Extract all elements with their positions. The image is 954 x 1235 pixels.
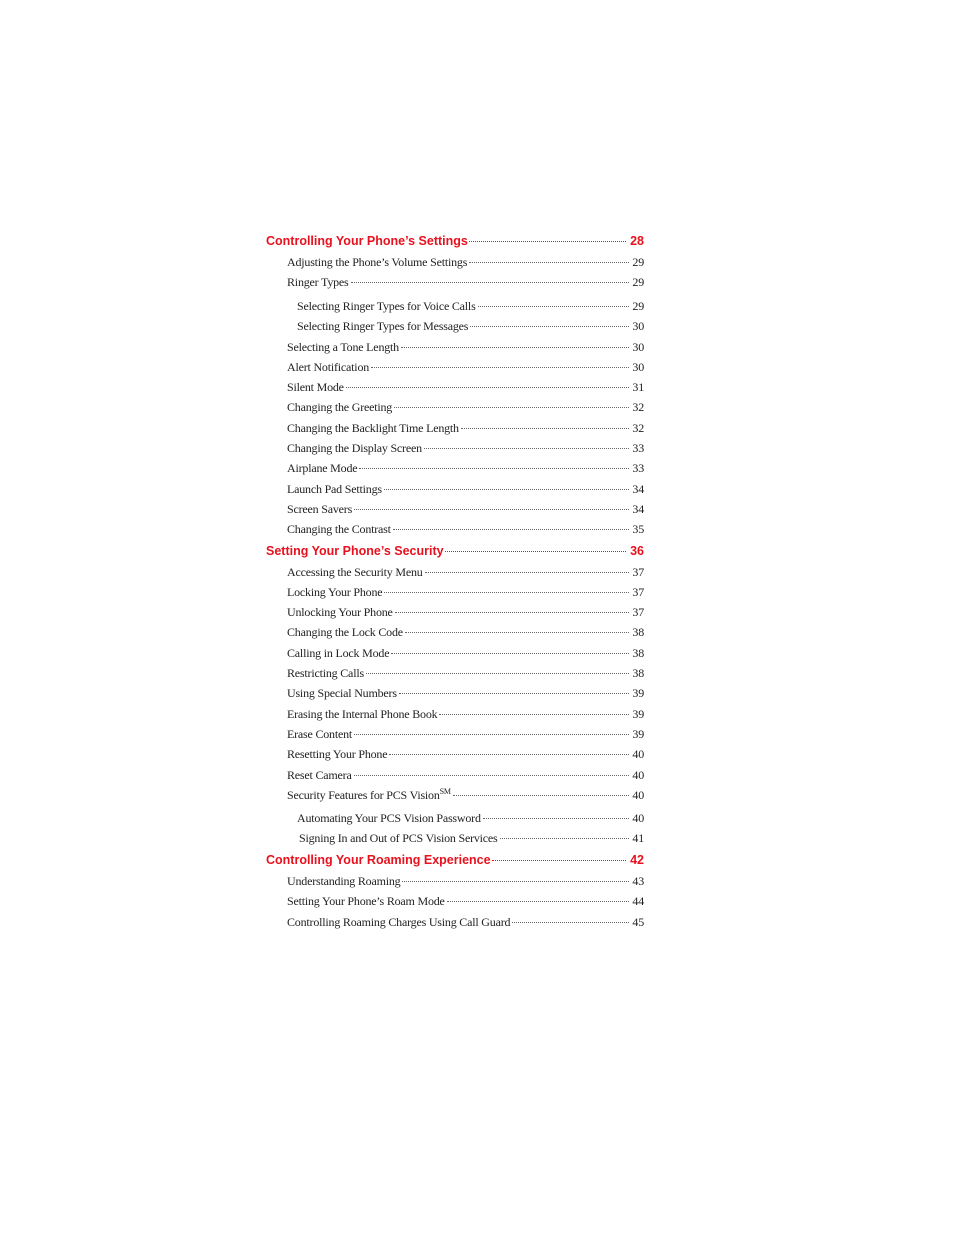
- toc-page-number: 39: [632, 686, 644, 701]
- toc-entry-title: Setting Your Phone’s Roam Mode: [287, 894, 445, 909]
- dot-leader: [354, 509, 629, 510]
- toc-page-number: 38: [632, 666, 644, 681]
- toc-page-number: 30: [632, 318, 644, 333]
- toc-entry-title: Selecting Ringer Types for Voice Calls: [297, 298, 476, 313]
- dot-leader: [492, 860, 626, 861]
- toc-page-number: 34: [632, 501, 644, 516]
- toc-page-number: 37: [632, 584, 644, 599]
- toc-entry-title: Controlling Roaming Charges Using Call Guard: [287, 914, 511, 929]
- toc-entry[interactable]: [266, 562, 646, 582]
- toc-entry[interactable]: [266, 357, 646, 377]
- toc-entry-title: Controlling Your Phone’s Settings: [266, 234, 468, 248]
- toc-section-heading[interactable]: [266, 540, 646, 562]
- toc-entry[interactable]: [266, 785, 646, 805]
- toc-entry-title: Launch Pad Settings: [287, 481, 382, 496]
- toc-page-number: 30: [632, 359, 644, 374]
- toc-entry-title: Controlling Your Roaming Experience: [266, 853, 491, 868]
- toc-entry[interactable]: [266, 828, 646, 849]
- toc-page-number: 40: [632, 747, 644, 762]
- dot-leader: [402, 881, 629, 882]
- dot-leader: [470, 326, 629, 327]
- toc-entry[interactable]: [266, 683, 646, 703]
- toc-entry-title: Unlocking Your Phone: [287, 605, 393, 620]
- toc-entry[interactable]: [266, 724, 646, 744]
- dot-leader: [405, 632, 629, 633]
- toc-entry[interactable]: [266, 499, 646, 519]
- toc-page-number: 39: [632, 706, 644, 721]
- dot-leader: [354, 734, 629, 735]
- dot-leader: [469, 241, 626, 242]
- service-mark-superscript: SM: [439, 786, 451, 796]
- toc-page-number: 44: [632, 894, 644, 909]
- toc-entry-title: Airplane Mode: [287, 461, 358, 476]
- dot-leader: [469, 262, 629, 263]
- toc-page-number: 29: [632, 275, 644, 290]
- toc-entry[interactable]: [266, 438, 646, 458]
- toc-page-number: 33: [632, 441, 644, 456]
- toc-entry-title: Selecting Ringer Types for Messages: [297, 318, 469, 333]
- dot-leader: [445, 551, 626, 552]
- toc-entry-title: Changing the Display Screen: [287, 441, 422, 456]
- toc-page-number: 32: [632, 400, 644, 415]
- dot-leader: [359, 468, 629, 469]
- toc-entry[interactable]: [266, 377, 646, 397]
- dot-leader: [384, 489, 629, 490]
- dot-leader: [351, 282, 629, 283]
- dot-leader: [439, 714, 629, 715]
- toc-section-heading[interactable]: [266, 849, 646, 871]
- dot-leader: [478, 306, 629, 307]
- toc-page-number: 29: [632, 255, 644, 269]
- toc-page-number: 30: [632, 339, 644, 354]
- dot-leader: [401, 347, 629, 348]
- toc-entry-title: Using Special Numbers: [287, 686, 397, 701]
- toc-entry-title: Signing In and Out of PCS Vision Services: [299, 831, 498, 846]
- table-of-contents: [266, 230, 646, 932]
- toc-entry[interactable]: [266, 418, 646, 438]
- toc-page-number: 42: [630, 853, 644, 868]
- dot-leader: [389, 754, 629, 755]
- toc-page-number: 43: [632, 874, 644, 889]
- toc-entry-title: Restricting Calls: [287, 666, 364, 681]
- toc-entry-title: Erase Content: [287, 726, 353, 741]
- toc-entry[interactable]: [266, 252, 646, 272]
- toc-entry[interactable]: [266, 891, 646, 911]
- dot-leader: [483, 818, 629, 819]
- dot-leader: [500, 838, 629, 839]
- toc-page-number: 37: [632, 564, 644, 579]
- toc-entry-title: Setting Your Phone’s Security: [266, 543, 444, 558]
- toc-page-number: 39: [632, 726, 644, 741]
- toc-entry-title: Security Features for PCS Vision℠: [287, 786, 451, 802]
- toc-entry-title: Silent Mode: [287, 380, 344, 395]
- toc-entry[interactable]: [266, 912, 646, 932]
- toc-entry-title: Ringer Types: [287, 275, 349, 290]
- toc-entry[interactable]: [266, 871, 646, 891]
- toc-entry[interactable]: [266, 479, 646, 499]
- toc-page-number: 45: [632, 914, 644, 929]
- dot-leader: [366, 673, 629, 674]
- dot-leader: [461, 428, 629, 429]
- toc-section-heading[interactable]: [266, 230, 646, 252]
- dot-leader: [512, 922, 629, 923]
- toc-entry[interactable]: [266, 765, 646, 785]
- toc-page-number: 37: [632, 605, 644, 620]
- dot-leader: [393, 529, 629, 530]
- toc-page-number: 29: [632, 298, 644, 313]
- toc-entry-title: Changing the Greeting: [287, 400, 393, 415]
- dot-leader: [371, 367, 629, 368]
- toc-entry[interactable]: [266, 602, 646, 622]
- toc-page-number: 31: [632, 380, 644, 395]
- dot-leader: [395, 612, 629, 613]
- toc-entry-title: Selecting a Tone Length: [287, 339, 399, 354]
- toc-entry-title: Reset Camera: [287, 767, 352, 782]
- dot-leader: [391, 653, 629, 654]
- toc-entry-title: Adjusting the Phone’s Volume Settings: [287, 255, 468, 269]
- toc-page-number: 40: [632, 767, 644, 782]
- toc-entry-title: Calling in Lock Mode: [287, 645, 390, 660]
- dot-leader: [354, 775, 629, 776]
- toc-entry[interactable]: [266, 519, 646, 539]
- toc-entry-title: Locking Your Phone: [287, 584, 383, 599]
- toc-entry-title: Changing the Contrast: [287, 522, 391, 537]
- dot-leader: [384, 592, 629, 593]
- dot-leader: [399, 693, 629, 694]
- toc-entry-title: Screen Savers: [287, 501, 353, 516]
- dot-leader: [447, 901, 629, 902]
- toc-entry[interactable]: [266, 316, 646, 337]
- toc-page-number: 40: [632, 811, 644, 826]
- toc-page-number: 35: [632, 522, 644, 537]
- toc-entry[interactable]: [266, 663, 646, 683]
- toc-entry-title: Changing the Lock Code: [287, 625, 403, 640]
- toc-entry[interactable]: [266, 272, 646, 292]
- toc-page-number: 28: [630, 234, 644, 248]
- toc-entry-title: Changing the Backlight Time Length: [287, 420, 459, 435]
- toc-page-number: 33: [632, 461, 644, 476]
- toc-entry[interactable]: [266, 337, 646, 357]
- toc-entry-title: Alert Notification: [287, 359, 370, 374]
- toc-entry[interactable]: [266, 582, 646, 602]
- toc-entry[interactable]: [266, 397, 646, 417]
- toc-entry[interactable]: [266, 622, 646, 642]
- toc-entry[interactable]: [266, 744, 646, 764]
- dot-leader: [425, 572, 629, 573]
- dot-leader: [346, 387, 629, 388]
- toc-entry-title: Understanding Roaming: [287, 874, 401, 889]
- toc-page-number: 41: [632, 831, 644, 846]
- toc-entry-title: Accessing the Security Menu: [287, 564, 423, 579]
- toc-entry[interactable]: [266, 805, 646, 828]
- toc-entry-title: Resetting Your Phone: [287, 747, 388, 762]
- dot-leader: [424, 448, 629, 449]
- toc-entry-title: Erasing the Internal Phone Book: [287, 706, 438, 721]
- toc-entry[interactable]: [266, 458, 646, 478]
- dot-leader: [453, 795, 629, 796]
- toc-entry[interactable]: [266, 704, 646, 724]
- toc-page-number: 38: [632, 645, 644, 660]
- toc-page-number: 40: [632, 787, 644, 802]
- toc-page-number: 32: [632, 420, 644, 435]
- toc-page-number: 38: [632, 625, 644, 640]
- dot-leader: [394, 407, 629, 408]
- toc-entry[interactable]: [266, 293, 646, 316]
- toc-page-number: 34: [632, 481, 644, 496]
- toc-page-number: 36: [630, 543, 644, 558]
- toc-entry-title: Automating Your PCS Vision Password: [297, 811, 481, 826]
- toc-entry[interactable]: [266, 643, 646, 663]
